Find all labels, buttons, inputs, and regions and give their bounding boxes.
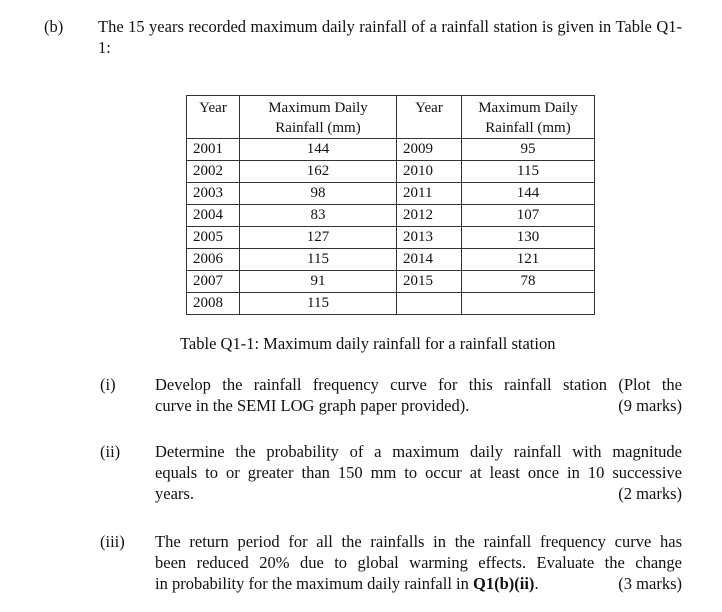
- rainfall-table: [186, 95, 595, 315]
- question-iii-prefix: in probability for the maximum daily rainfall in: [155, 574, 474, 593]
- cell-rainfall: 115: [462, 161, 595, 183]
- table-row: [187, 293, 595, 315]
- table-row: [187, 249, 595, 271]
- cell-rainfall: 83: [240, 205, 397, 227]
- cell-rainfall: 95: [462, 139, 595, 161]
- question-i-text-end: curve in the SEMI LOG graph paper provided).: [155, 396, 470, 415]
- part-label: (b): [44, 17, 64, 36]
- cell-rainfall: 78: [462, 271, 595, 293]
- cell-year: 2004: [187, 205, 240, 227]
- question-number-ii: (ii): [100, 442, 121, 461]
- cell-year: 2006: [187, 249, 240, 271]
- question-number-i: (i): [100, 375, 116, 394]
- question-ii-line-2: equals to or greater than 150 mm to occur at least once in 10 successive: [155, 463, 682, 482]
- header-rainfall-1: Maximum Daily Rainfall (mm): [240, 96, 397, 139]
- question-i-line-1: Develop the rainfall frequency curve for this rainfall station (Plot the: [155, 375, 682, 394]
- cell-year: 2010: [397, 161, 462, 183]
- cell-year: 2009: [397, 139, 462, 161]
- cell-year: 2008: [187, 293, 240, 315]
- question-ii-line-3: [155, 483, 682, 504]
- question-i: [155, 374, 682, 416]
- cell-year: 2007: [187, 271, 240, 293]
- question-iii-suffix: .: [534, 574, 539, 593]
- question-iii: [155, 531, 682, 594]
- header-rainfall-2: Maximum Daily Rainfall (mm): [462, 96, 595, 139]
- cell-year: 2005: [187, 227, 240, 249]
- cell-year: 2014: [397, 249, 462, 271]
- table-body: [187, 139, 595, 315]
- question-i-line-2: [155, 395, 682, 416]
- question-iii-marks: (3 marks): [618, 574, 682, 593]
- cell-year: 2001: [187, 139, 240, 161]
- cell-year: 2002: [187, 161, 240, 183]
- header-year-2: Year: [397, 96, 462, 139]
- header-year-1: Year: [187, 96, 240, 139]
- cell-year: 2015: [397, 271, 462, 293]
- cell-rainfall: 121: [462, 249, 595, 271]
- cell-year: [397, 293, 462, 315]
- cell-rainfall: 130: [462, 227, 595, 249]
- cell-rainfall: 162: [240, 161, 397, 183]
- cell-rainfall: 107: [462, 205, 595, 227]
- intro-text: The 15 years recorded maximum daily rainfall of a rainfall station is given in Table Q1-1:: [98, 17, 682, 57]
- table-row: [187, 227, 595, 249]
- cell-year: 2003: [187, 183, 240, 205]
- cell-year: 2011: [397, 183, 462, 205]
- table-row: [187, 271, 595, 293]
- cell-year: 2012: [397, 205, 462, 227]
- cell-rainfall: [462, 293, 595, 315]
- table-row: [187, 183, 595, 205]
- question-iii-line-1: The return period for all the rainfalls in the rainfall frequency curve has: [155, 532, 682, 551]
- question-ii-text-end: years.: [155, 484, 194, 503]
- table-row: [187, 161, 595, 183]
- table-caption: Table Q1-1: Maximum daily rainfall for a rainfall station: [180, 334, 556, 353]
- table-header-row: [187, 96, 595, 139]
- question-iii-line-3: [155, 573, 682, 594]
- cell-rainfall: 91: [240, 271, 397, 293]
- question-iii-line-2: been reduced 20% due to global warming effects. Evaluate the change: [155, 553, 682, 572]
- question-iii-text-end: [155, 573, 539, 594]
- cell-year: 2013: [397, 227, 462, 249]
- question-number-iii: (iii): [100, 532, 125, 551]
- question-ii-marks: (2 marks): [618, 484, 682, 503]
- question-i-marks: (9 marks): [618, 396, 682, 415]
- question-iii-ref: Q1(b)(ii): [473, 574, 535, 593]
- cell-rainfall: 98: [240, 183, 397, 205]
- cell-rainfall: 127: [240, 227, 397, 249]
- question-ii-line-1: Determine the probability of a maximum daily rainfall with magnitude: [155, 442, 682, 461]
- table-row: [187, 139, 595, 161]
- cell-rainfall: 144: [240, 139, 397, 161]
- question-ii: [155, 441, 682, 504]
- cell-rainfall: 144: [462, 183, 595, 205]
- table-row: [187, 205, 595, 227]
- cell-rainfall: 115: [240, 293, 397, 315]
- cell-rainfall: 115: [240, 249, 397, 271]
